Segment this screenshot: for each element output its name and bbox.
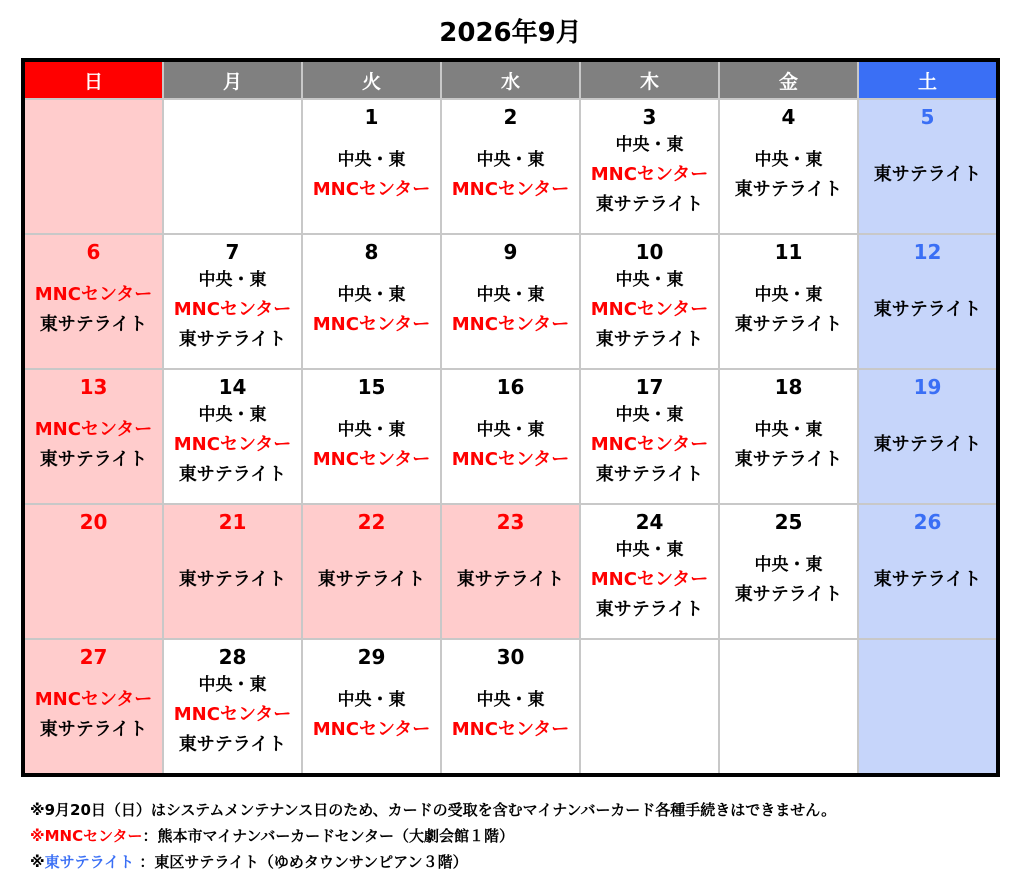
event-satellite: 東サテライト xyxy=(178,734,287,755)
event-satellite: 東サテライト xyxy=(873,569,982,590)
day-number: 18 xyxy=(774,375,803,399)
day-cell xyxy=(164,100,301,233)
day-number: 29 xyxy=(357,645,386,669)
day-events xyxy=(174,399,291,503)
day-events xyxy=(313,129,430,233)
day-cell xyxy=(581,100,718,233)
day-number: 20 xyxy=(79,510,108,534)
day-number: 25 xyxy=(774,510,803,534)
day-cell xyxy=(25,100,162,233)
day-events xyxy=(179,534,286,638)
day-number: 21 xyxy=(218,510,247,534)
event-chuo: 中央・東 xyxy=(754,555,823,575)
day-cell xyxy=(303,100,440,233)
event-chuo: 中央・東 xyxy=(337,285,406,305)
day-events xyxy=(313,669,430,773)
event-chuo: 中央・東 xyxy=(754,285,823,305)
day-number: 23 xyxy=(496,510,525,534)
weekday-header-fri: 金 xyxy=(720,62,857,98)
day-events xyxy=(735,129,842,233)
day-events xyxy=(457,534,564,638)
day-number: 13 xyxy=(79,375,108,399)
event-chuo: 中央・東 xyxy=(615,540,684,560)
event-satellite: 東サテライト xyxy=(873,434,982,455)
note-sat-prefix: ※ xyxy=(30,853,45,871)
event-satellite: 東サテライト xyxy=(734,584,843,605)
event-chuo: 中央・東 xyxy=(476,420,545,440)
day-events xyxy=(318,534,425,638)
event-mnc: MNCセンター xyxy=(312,179,431,200)
event-chuo: 中央・東 xyxy=(476,285,545,305)
day-cell xyxy=(720,505,857,638)
day-number: 24 xyxy=(635,510,664,534)
day-events xyxy=(874,129,981,233)
event-chuo: 中央・東 xyxy=(754,150,823,170)
day-events xyxy=(35,669,152,773)
event-chuo: 中央・東 xyxy=(476,690,545,710)
event-mnc: MNCセンター xyxy=(312,719,431,740)
day-number: 4 xyxy=(781,105,796,129)
day-cell xyxy=(720,640,857,773)
weekday-header-tue: 火 xyxy=(303,62,440,98)
weekday-header-mon: 月 xyxy=(164,62,301,98)
note-satellite xyxy=(30,849,836,875)
event-mnc: MNCセンター xyxy=(451,179,570,200)
event-mnc: MNCセンター xyxy=(173,299,292,320)
day-events xyxy=(174,669,291,773)
note-mnc xyxy=(30,823,836,849)
event-chuo: 中央・東 xyxy=(615,270,684,290)
day-cell xyxy=(859,235,996,368)
day-cell xyxy=(303,640,440,773)
event-satellite: 東サテライト xyxy=(178,464,287,485)
event-satellite: 東サテライト xyxy=(178,329,287,350)
event-mnc: MNCセンター xyxy=(34,689,153,710)
weekday-header-wed: 水 xyxy=(442,62,579,98)
day-cell xyxy=(720,100,857,233)
day-cell xyxy=(442,505,579,638)
day-events xyxy=(452,264,569,368)
day-number: 15 xyxy=(357,375,386,399)
weekday-header-thu: 木 xyxy=(581,62,718,98)
calendar-grid xyxy=(21,58,1000,777)
notes-section xyxy=(30,797,836,875)
day-cell xyxy=(581,235,718,368)
note-sat-desc: ：東区サテライト（ゆめタウンサンピアン３階） xyxy=(134,853,468,871)
event-satellite: 東サテライト xyxy=(595,194,704,215)
event-chuo: 中央・東 xyxy=(754,420,823,440)
day-cell xyxy=(25,235,162,368)
event-satellite: 東サテライト xyxy=(595,599,704,620)
event-satellite: 東サテライト xyxy=(595,464,704,485)
event-mnc: MNCセンター xyxy=(34,419,153,440)
day-number: 14 xyxy=(218,375,247,399)
day-number: 27 xyxy=(79,645,108,669)
event-mnc: MNCセンター xyxy=(312,449,431,470)
day-number: 30 xyxy=(496,645,525,669)
day-events xyxy=(313,264,430,368)
event-mnc: MNCセンター xyxy=(590,299,709,320)
day-events xyxy=(452,669,569,773)
day-cell xyxy=(581,505,718,638)
day-cell xyxy=(859,370,996,503)
day-number: 16 xyxy=(496,375,525,399)
day-number: 8 xyxy=(364,240,379,264)
day-events xyxy=(591,399,708,503)
event-mnc: MNCセンター xyxy=(451,314,570,335)
day-number: 26 xyxy=(913,510,942,534)
day-cell xyxy=(164,370,301,503)
day-number: 28 xyxy=(218,645,247,669)
event-mnc: MNCセンター xyxy=(173,434,292,455)
event-mnc: MNCセンター xyxy=(451,449,570,470)
day-events xyxy=(313,399,430,503)
event-satellite: 東サテライト xyxy=(39,719,148,740)
day-cell xyxy=(164,505,301,638)
event-satellite: 東サテライト xyxy=(456,569,565,590)
day-number: 19 xyxy=(913,375,942,399)
event-satellite: 東サテライト xyxy=(873,164,982,185)
weekday-header-sat: 土 xyxy=(859,62,996,98)
event-mnc: MNCセンター xyxy=(590,569,709,590)
day-number: 6 xyxy=(86,240,101,264)
day-number: 17 xyxy=(635,375,664,399)
day-cell xyxy=(442,235,579,368)
event-chuo: 中央・東 xyxy=(198,675,267,695)
note-mnc-desc: ：熊本市マイナンバーカードセンター（大劇会館１階） xyxy=(142,827,515,845)
day-events xyxy=(174,264,291,368)
day-events xyxy=(35,264,152,368)
day-cell xyxy=(25,640,162,773)
event-chuo: 中央・東 xyxy=(198,270,267,290)
day-number: 10 xyxy=(635,240,664,264)
day-events xyxy=(452,399,569,503)
calendar-title: 2026年9月 xyxy=(439,18,582,48)
event-satellite: 東サテライト xyxy=(178,569,287,590)
day-cell xyxy=(442,100,579,233)
day-events xyxy=(735,264,842,368)
day-cell xyxy=(442,640,579,773)
day-number: 2 xyxy=(503,105,518,129)
event-satellite: 東サテライト xyxy=(39,449,148,470)
day-cell xyxy=(859,505,996,638)
day-cell xyxy=(25,370,162,503)
day-number: 9 xyxy=(503,240,518,264)
event-satellite: 東サテライト xyxy=(734,449,843,470)
day-cell xyxy=(859,640,996,773)
event-mnc: MNCセンター xyxy=(312,314,431,335)
day-number: 1 xyxy=(364,105,379,129)
event-satellite: 東サテライト xyxy=(734,179,843,200)
day-cell xyxy=(442,370,579,503)
day-cell xyxy=(164,640,301,773)
day-events xyxy=(591,129,708,233)
day-number: 3 xyxy=(642,105,657,129)
day-events xyxy=(874,264,981,368)
event-chuo: 中央・東 xyxy=(476,150,545,170)
day-cell xyxy=(303,235,440,368)
day-events xyxy=(874,534,981,638)
event-mnc: MNCセンター xyxy=(451,719,570,740)
event-mnc: MNCセンター xyxy=(34,284,153,305)
day-events xyxy=(735,534,842,638)
day-events xyxy=(452,129,569,233)
day-cell xyxy=(581,640,718,773)
day-number: 12 xyxy=(913,240,942,264)
event-satellite: 東サテライト xyxy=(734,314,843,335)
day-cell xyxy=(303,505,440,638)
event-chuo: 中央・東 xyxy=(615,135,684,155)
event-chuo: 中央・東 xyxy=(337,150,406,170)
note-mnc-label: MNCセンター xyxy=(44,827,143,845)
day-number: 22 xyxy=(357,510,386,534)
weekday-header-sun: 日 xyxy=(25,62,162,98)
day-cell xyxy=(720,235,857,368)
event-satellite: 東サテライト xyxy=(317,569,426,590)
note-sat-label: 東サテライト xyxy=(44,853,135,871)
event-mnc: MNCセンター xyxy=(590,434,709,455)
day-events xyxy=(874,399,981,503)
day-cell xyxy=(25,505,162,638)
day-events xyxy=(591,534,708,638)
day-number: 11 xyxy=(774,240,803,264)
day-cell xyxy=(720,370,857,503)
day-events xyxy=(591,264,708,368)
event-satellite: 東サテライト xyxy=(39,314,148,335)
note-mnc-prefix: ※ xyxy=(30,827,45,845)
day-events xyxy=(735,399,842,503)
day-cell xyxy=(859,100,996,233)
day-cell xyxy=(164,235,301,368)
event-chuo: 中央・東 xyxy=(615,405,684,425)
day-cell xyxy=(303,370,440,503)
event-satellite: 東サテライト xyxy=(873,299,982,320)
event-chuo: 中央・東 xyxy=(337,690,406,710)
day-cell xyxy=(581,370,718,503)
event-mnc: MNCセンター xyxy=(173,704,292,725)
event-chuo: 中央・東 xyxy=(198,405,267,425)
note-maintenance: ※9月20日（日）はシステムメンテナンス日のため、カードの受取を含むマイナンバーカード各種手続きはできません。 xyxy=(30,801,837,819)
event-chuo: 中央・東 xyxy=(337,420,406,440)
day-events xyxy=(35,399,152,503)
day-number: 5 xyxy=(920,105,935,129)
day-number: 7 xyxy=(225,240,240,264)
event-mnc: MNCセンター xyxy=(590,164,709,185)
event-satellite: 東サテライト xyxy=(595,329,704,350)
